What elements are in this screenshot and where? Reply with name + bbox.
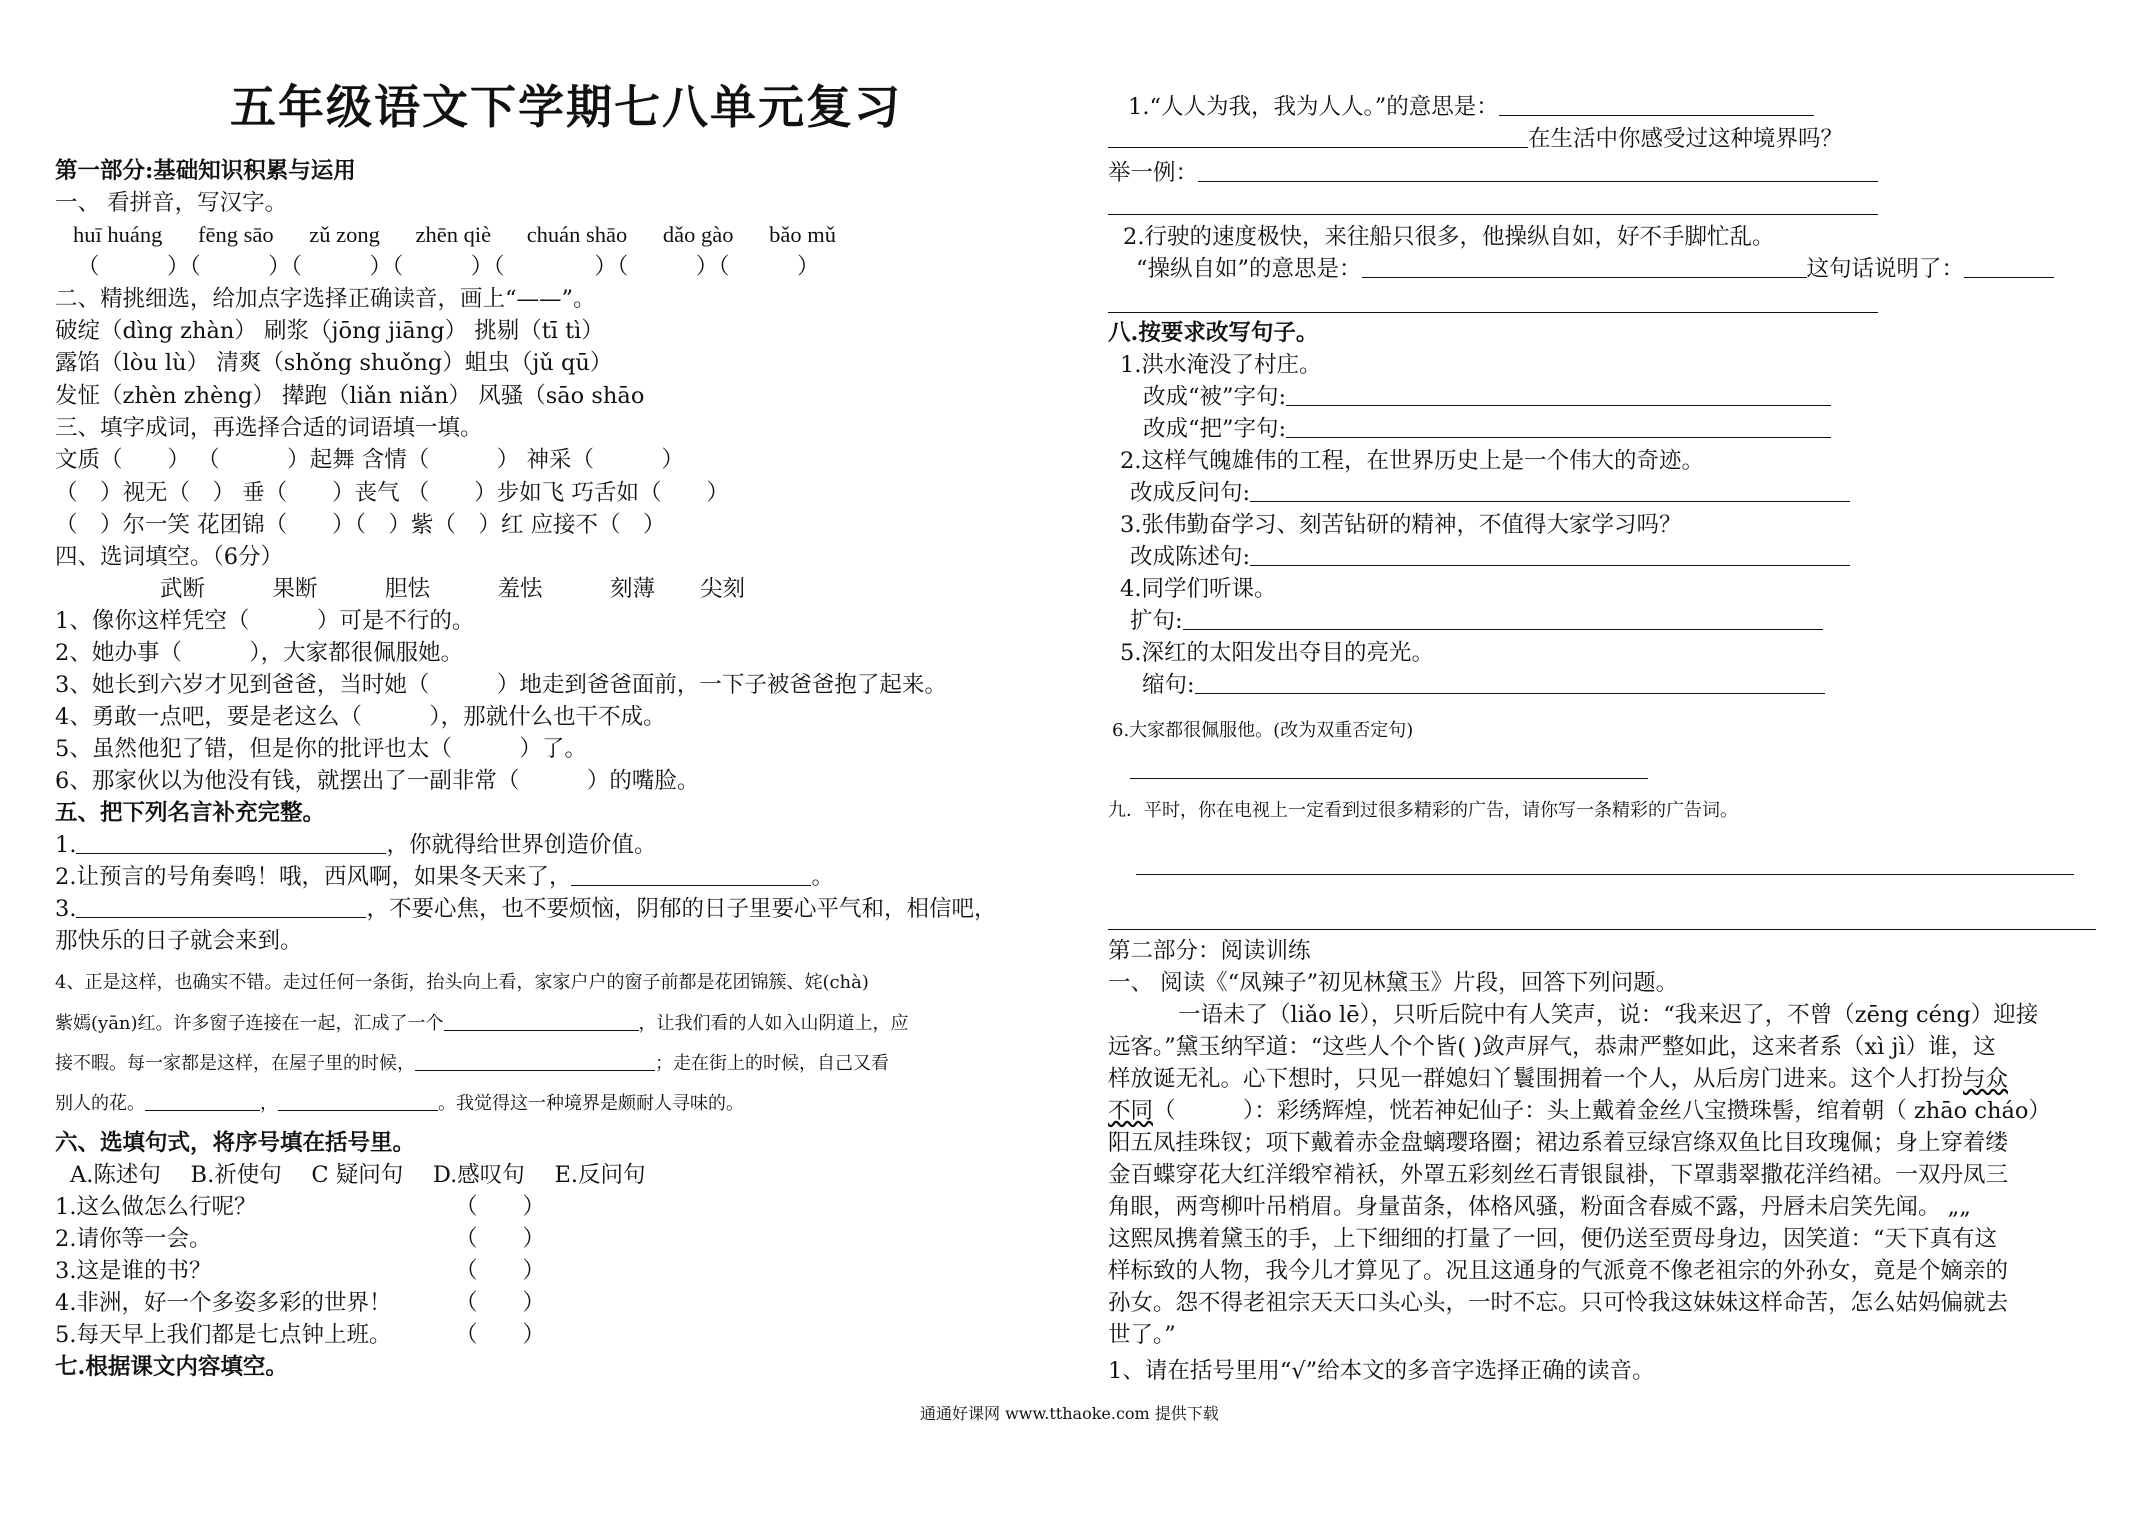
pinyin-2: fēng sāo <box>198 222 274 247</box>
s7-q2-label-2: 这句话说明了： <box>1806 256 1965 282</box>
s5-q4-line3 <box>55 1048 889 1079</box>
s5-q3-blank[interactable] <box>76 895 366 918</box>
s5-q1-number: 1. <box>55 832 77 858</box>
s7-q1-blank-2[interactable] <box>1108 125 1528 148</box>
s7-q2-blank-2[interactable] <box>1964 255 2054 278</box>
s5-q4-text-c: 接不暇。每一家都是这样，在屋子里的时候， <box>55 1053 415 1074</box>
s7-q1-line2 <box>1108 124 1843 154</box>
s5-q1 <box>55 830 656 860</box>
s5-q4-text-f: 。我觉得这一种境界是颇耐人寻味的。 <box>438 1093 744 1114</box>
s5-q2 <box>55 862 834 892</box>
s7-q1-extra-line[interactable] <box>1108 214 1878 215</box>
s4-word-bank: 武断 果断 胆怯 羞怯 刻薄 尖刻 <box>160 576 746 602</box>
s3-line-1[interactable]: 文质（ ） （ ）起舞 含情（ ） 神采（ ） <box>55 447 684 473</box>
s7-q2: 2.行驶的速度极快，来往船只很多，他操纵自如，好不手脚忙乱。 <box>1123 224 1775 250</box>
s6-heading: 六、选填句式，将序号填在括号里。 <box>55 1130 416 1156</box>
s6-answer-1[interactable]: （ ） <box>455 1194 546 1220</box>
s5-q4-blank-1[interactable] <box>444 1008 639 1031</box>
s7-q2-extra-line[interactable] <box>1108 312 1878 313</box>
s6-question-1: 1.这么做怎么行呢？ <box>55 1194 257 1220</box>
passage-line-4 <box>1108 1096 2051 1126</box>
part1-heading: 第一部分:基础知识积累与运用 <box>55 158 356 184</box>
s5-q3-text: ，不要心焦，也不要烦恼，阴郁的日子里要心平气和，相信吧， <box>366 896 997 922</box>
s3-line-3[interactable]: （ ）尔一笑 花团锦（ ）（ ）紫（ ）红 应接不（ ） <box>55 512 666 538</box>
s8-q4a-label: 扩句: <box>1130 608 1183 634</box>
pinyin-1: huī huáng <box>73 222 163 247</box>
s5-q4-text-e: 别人的花。 <box>55 1093 145 1114</box>
s5-q4-line2 <box>55 1008 909 1039</box>
s5-q3-line2: 那快乐的日子就会来到。 <box>55 928 303 954</box>
s8-q3a-label: 改成陈述句: <box>1130 544 1251 570</box>
s5-q3 <box>55 894 996 924</box>
s8-q3: 3.张伟勤奋学习、刻苦钻研的精神，不值得大家学习吗？ <box>1120 512 1682 538</box>
s1-blanks[interactable]: （ ）（ ）（ ）（ ）（ ）（ ）（ ） <box>77 254 820 280</box>
s4-heading: 四、选词填空。（6分） <box>55 544 284 570</box>
s5-q4-text-b: ，让我们看的人如入山阴道上，应 <box>638 1013 909 1034</box>
s8-q4a-blank[interactable] <box>1183 607 1823 630</box>
s5-q1-text: ，你就得给世界创造价值。 <box>386 832 657 858</box>
s8-q1a <box>1143 382 1831 412</box>
part2-heading: 第二部分：阅读训练 <box>1108 938 1311 964</box>
s7-q2-label: “操纵自如”的意思是： <box>1136 256 1362 282</box>
s5-q2-text: 2.让预言的号角奏鸣！哦，西风啊，如果冬天来了， <box>55 864 572 890</box>
s8-q1: 1.洪水淹没了村庄。 <box>1120 352 1322 378</box>
left-column <box>55 0 1070 1518</box>
s7-q1-blank[interactable] <box>1499 93 1814 116</box>
s8-q4a <box>1130 606 1823 636</box>
s7-heading: 七.根据课文内容填空。 <box>55 1354 288 1380</box>
passage-line-3-text: 样放诞无礼。心下想时，只见一群媳妇丫鬟围拥着一个人，从后房门进来。这个人打扮 <box>1108 1066 1964 1092</box>
s8-q4: 4.同学们听课。 <box>1120 576 1277 602</box>
s5-q4-line1: 4、正是这样，也确实不错。走过任何一条街，抬头向上看，家家户户的窗子前都是花团锦簇、姹(chà) <box>55 972 869 993</box>
s8-q1b-blank[interactable] <box>1286 415 1831 438</box>
part2-sub: 一、 阅读《“凤辣子”初见林黛玉》片段，回答下列问题。 <box>1108 970 1679 996</box>
s5-q4-text-d: ；走在街上的时候，自己又看 <box>655 1053 889 1074</box>
s3-line-2[interactable]: （ ）视无（ ） 垂（ ）丧气 （ ）步如飞 巧舌如（ ） <box>55 480 729 506</box>
s7-q1-example-label: 举一例： <box>1108 160 1199 186</box>
passage-line-6: 金百蝶穿花大红洋缎窄褃袄，外罩五彩刻丝石青银鼠褂，下罩翡翠撒花洋绉裙。一双丹凤三 <box>1108 1162 2009 1188</box>
pinyin-7: bǎo mǔ <box>769 222 837 247</box>
page-title: 五年级语文下学期七八单元复习 <box>230 80 902 134</box>
right-column <box>1108 0 2108 1518</box>
s4-item-3[interactable]: 3、她长到六岁才见到爸爸，当时她（ ）地走到爸爸面前，一下子被爸爸抱了起来。 <box>55 672 947 698</box>
passage-line-9: 样标致的人物，我今儿才算见了。况且这通身的气派竟不像老祖宗的外孙女，竟是个嫡亲的 <box>1108 1258 2009 1284</box>
s9-answer-line-2[interactable] <box>1108 929 2096 930</box>
s8-q1b <box>1143 414 1831 444</box>
s4-item-2[interactable]: 2、她办事（ ），大家都很佩服她。 <box>55 640 464 666</box>
s6-question-3: 3.这是谁的书？ <box>55 1258 212 1284</box>
s2-line-3: 发怔（zhèn zhèng） 撵跑（liǎn niǎn） 风骚（sāo shāo <box>55 383 645 409</box>
passage-line-11: 世了。” <box>1108 1322 1176 1348</box>
s4-item-4[interactable]: 4、勇敢一点吧，要是老这么（ ），那就什么也干不成。 <box>55 704 666 730</box>
s7-q1 <box>1128 92 1814 122</box>
s3-heading: 三、填字成词，再选择合适的词语填一填。 <box>55 415 483 441</box>
s8-q2a-label: 改成反问句: <box>1130 480 1251 506</box>
s5-q4-blank-4[interactable] <box>278 1088 438 1111</box>
passage-line-4-text[interactable]: （ ）：彩绣辉煌，恍若神妃仙子：头上戴着金丝八宝攒珠髻，绾着朝（ zhāo cháo） <box>1153 1098 2051 1124</box>
s6-answer-4[interactable]: （ ） <box>455 1290 546 1316</box>
s7-q1-question: 在生活中你感受过这种境界吗？ <box>1528 126 1844 152</box>
s2-line-1: 破绽（dìng zhàn） 刷浆（jōng jiāng） 挑剔（tī tì） <box>55 318 604 344</box>
s7-q1-text: 1.“人人为我，我为人人。”的意思是： <box>1128 94 1499 120</box>
s8-q5a-label: 缩句: <box>1142 672 1195 698</box>
s6-question-2: 2.请你等一会。 <box>55 1226 212 1252</box>
s5-q2-blank[interactable] <box>571 863 811 886</box>
s4-item-1[interactable]: 1、像你这样凭空（ ）可是不行的。 <box>55 608 475 634</box>
s5-q4-comma: ， <box>260 1093 278 1114</box>
s8-heading: 八.按要求改写句子。 <box>1108 320 1319 346</box>
s8-q5a-blank[interactable] <box>1195 671 1825 694</box>
passage-line-1: 一语未了（liǎo lē），只听后院中有人笑声，说：“我来迟了，不曾（zēng céng）迎接 <box>1178 1002 2039 1028</box>
passage-line-2: 远客。”黛玉纳罕道：“这些人个个皆( )敛声屏气，恭肃严整如此，这来者系（xì jì）谁，这 <box>1108 1034 1996 1060</box>
s8-q3a-blank[interactable] <box>1250 543 1850 566</box>
s2-heading: 二、精挑细选，给加点字选择正确读音，画上“——”。 <box>55 286 596 312</box>
s8-q1b-label: 改成“把”字句: <box>1143 416 1287 442</box>
s6-item-1 <box>55 1192 256 1222</box>
s5-q4-blank-3[interactable] <box>145 1088 260 1111</box>
s6-options: A.陈述句 B.祈使句 C 疑问句 D.感叹句 E.反问句 <box>70 1162 646 1188</box>
s5-q3-number: 3. <box>55 896 77 922</box>
part2-q1: 1、请在括号里用“√”给本文的多音字选择正确的读音。 <box>1108 1358 1655 1384</box>
s8-q3a <box>1130 542 1850 572</box>
s6-answer-3[interactable]: （ ） <box>455 1258 546 1284</box>
s6-answer-2[interactable]: （ ） <box>455 1226 546 1252</box>
passage-line-10: 孙女。怨不得老祖宗天天口头心头，一时不忘。只可怜我这妹妹这样命苦，怎么姑妈偏就去 <box>1108 1290 2009 1316</box>
s6-answer-5[interactable]: （ ） <box>455 1322 546 1348</box>
s8-q2a <box>1130 478 1850 508</box>
passage-wavy-2: 不同 <box>1108 1098 1154 1124</box>
s5-heading: 五、把下列名言补充完整。 <box>55 800 326 826</box>
s8-q2: 2.这样气魄雄伟的工程，在世界历史上是一个伟大的奇迹。 <box>1120 448 1704 474</box>
passage-line-8: 这熙凤携着黛玉的手，上下细细的打量了一回，便仍送至贾母身边，因笑道：“天下真有这 <box>1108 1226 1998 1252</box>
pinyin-4: zhēn qiè <box>415 222 492 247</box>
s8-q5: 5.深红的太阳发出夺目的亮光。 <box>1120 640 1434 666</box>
s4-item-6[interactable]: 6、那家伙以为他没有钱，就摆出了一副非常（ ）的嘴脸。 <box>55 768 700 794</box>
s4-item-5[interactable]: 5、虽然他犯了错，但是你的批评也太（ ）了。 <box>55 736 587 762</box>
s8-q6-answer-line[interactable] <box>1130 778 1648 779</box>
pinyin-6: dǎo gào <box>662 222 734 247</box>
passage-line-7: 角眼，两弯柳叶吊梢眉。身量苗条，体格风骚，粉面含春威不露，丹唇未启笑先闻。 „„ <box>1108 1194 1971 1220</box>
s7-q1-example <box>1108 158 1878 188</box>
s2-line-2: 露馅（lòu lù） 清爽（shǒng shuǒng）蛆虫（jǔ qū） <box>55 350 613 376</box>
s8-q1a-label: 改成“被”字句: <box>1143 384 1287 410</box>
s9-heading: 九．平时，你在电视上一定看到过很多精彩的广告，请你写一条精彩的广告词。 <box>1108 800 1738 821</box>
s8-q6: 6.大家都很佩服他。(改为双重否定句) <box>1112 720 1414 741</box>
s8-q5a <box>1142 670 1825 700</box>
s5-q4-line4 <box>55 1088 744 1119</box>
s6-question-5: 5.每天早上我们都是七点钟上班。 <box>55 1322 392 1348</box>
pinyin-5: chuán shāo <box>526 222 628 247</box>
s8-q1a-blank[interactable] <box>1286 383 1831 406</box>
s9-answer-line-1[interactable] <box>1136 874 2074 875</box>
footer-credit: 通通好课网 www.tthaoke.com 提供下载 <box>920 1404 1219 1423</box>
s7-q1-example-blank[interactable] <box>1198 159 1878 182</box>
passage-line-3 <box>1108 1064 2008 1094</box>
s5-q1-blank[interactable] <box>76 831 386 854</box>
s5-q4-text-a: 紫嫣(yān)红。许多窗子连接在一起，汇成了一个 <box>55 1013 444 1034</box>
s6-question-4: 4.非洲，好一个多姿多彩的世界！ <box>55 1290 392 1316</box>
s7-q2-line2 <box>1136 254 2054 284</box>
s1-pinyin-row <box>73 220 836 250</box>
s1-heading: 一、 看拼音，写汉字。 <box>55 190 288 216</box>
s5-q2-end: 。 <box>811 864 834 890</box>
pinyin-3: zǔ zong <box>309 222 380 247</box>
passage-wavy-1: 与众 <box>1963 1066 2009 1092</box>
s8-q2a-blank[interactable] <box>1250 479 1850 502</box>
s5-q4-blank-2[interactable] <box>415 1048 655 1071</box>
s7-q2-blank-1[interactable] <box>1362 255 1807 278</box>
passage-line-5: 阳五凤挂珠钗；项下戴着赤金盘螭璎珞圈；裙边系着豆绿宫绦双鱼比目玫瑰佩；身上穿着缕 <box>1108 1130 2009 1156</box>
